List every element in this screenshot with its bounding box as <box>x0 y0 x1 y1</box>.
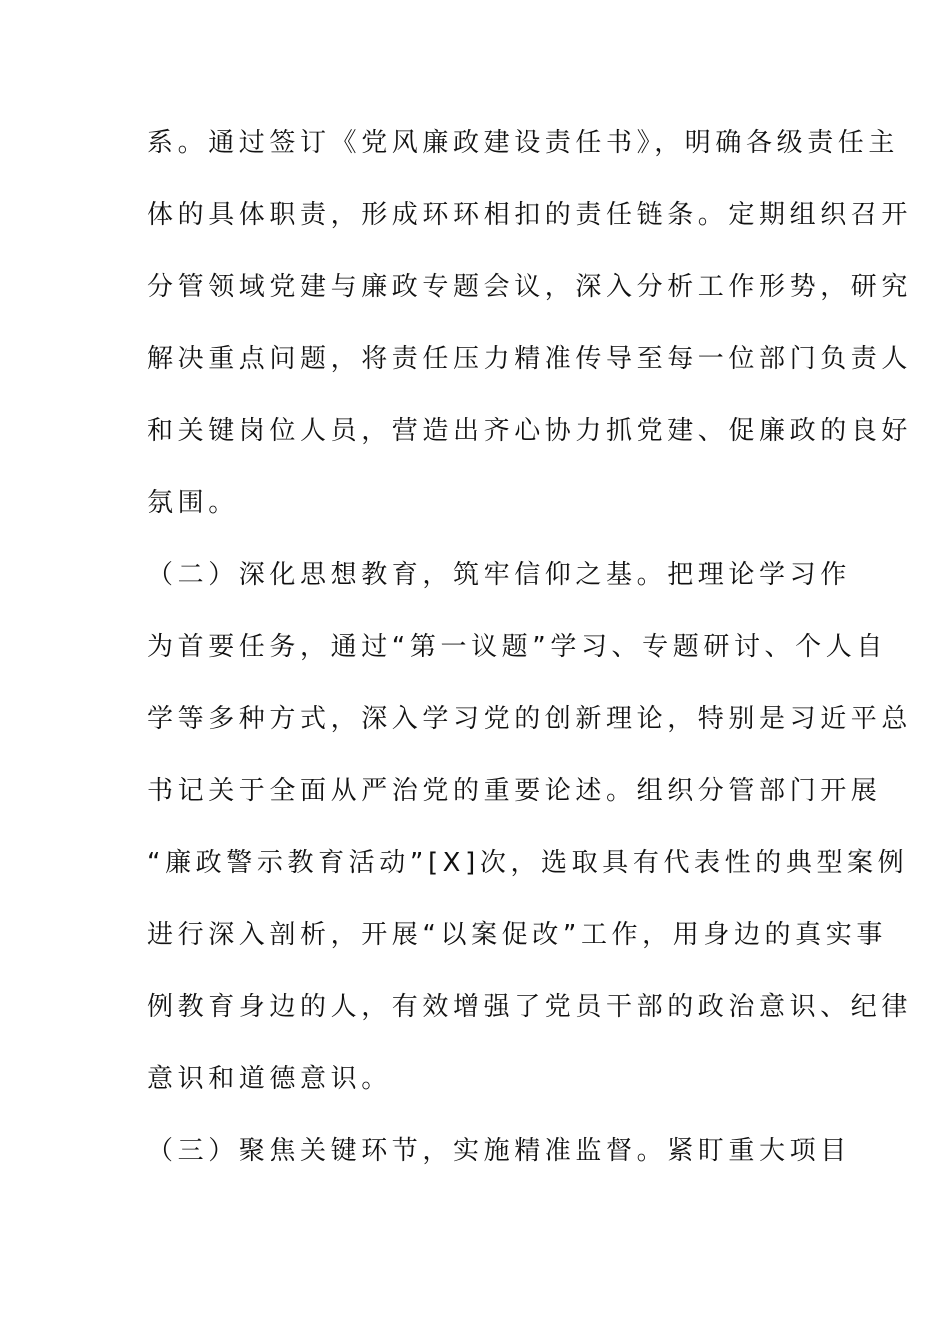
text-line: 氛围。 <box>147 488 239 518</box>
text-line: 和关键岗位人员，营造出齐心协力抓党建、促廉政的良好 <box>147 416 913 446</box>
text-line: 为首要任务，通过“第一议题”学习、专题研讨、个人自 <box>147 632 887 662</box>
text-line: 意识和道德意识。 <box>147 1064 392 1094</box>
text-line: 例教育身边的人，有效增强了党员干部的政治意识、纪律 <box>147 992 913 1022</box>
text-line: 书记关于全面从严治党的重要论述。组织分管部门开展 <box>147 776 882 806</box>
text-line: 体的具体职责，形成环环相扣的责任链条。定期组织召开 <box>147 200 913 230</box>
text-line: 进行深入剖析，开展“以案促改”工作，用身边的真实事 <box>147 920 887 950</box>
text-line: 学等多种方式，深入学习党的创新理论，特别是习近平总 <box>147 704 913 734</box>
text-line: 解决重点问题，将责任压力精准传导至每一位部门负责人 <box>147 344 913 374</box>
text-line: 分管领域党建与廉政专题会议，深入分析工作形势，研究 <box>147 272 913 302</box>
text-line: 系。通过签订《党风廉政建设责任书》，明确各级责任主 <box>147 128 900 158</box>
paragraph-heading-2: （二）深化思想教育，筑牢信仰之基。把理论学习作 <box>147 560 851 590</box>
paragraph-heading-3: （三）聚焦关键环节，实施精准监督。紧盯重大项目 <box>147 1136 851 1166</box>
text-line: “廉政警示教育活动”[X]次，选取具有代表性的典型案例 <box>147 848 909 878</box>
